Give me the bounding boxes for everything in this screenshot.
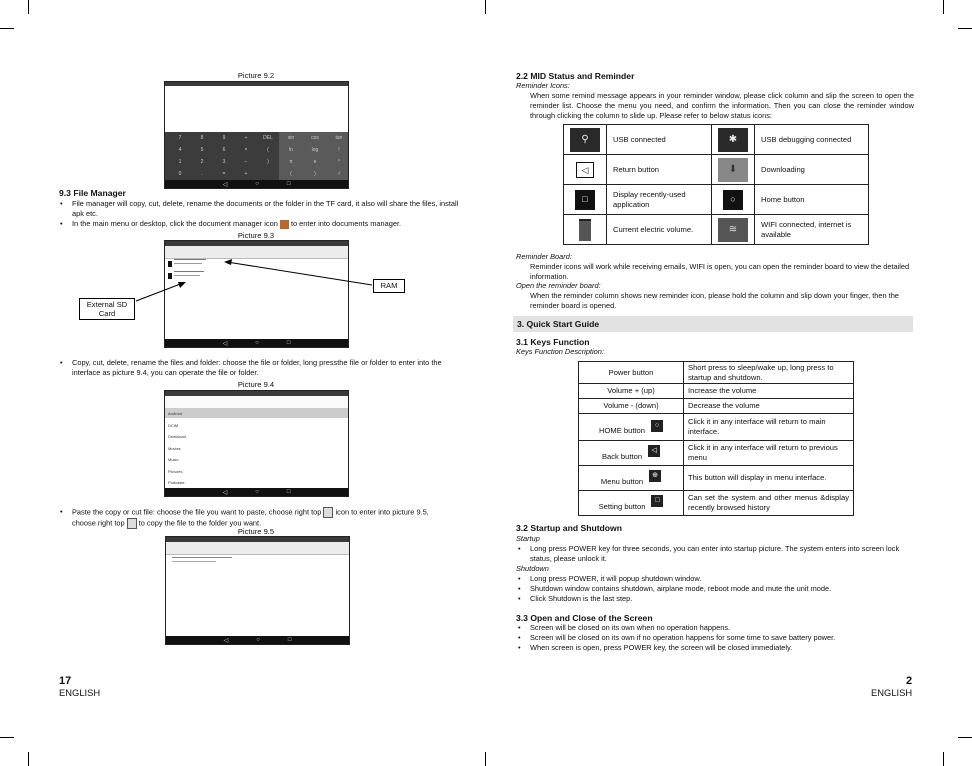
list-item[interactable] [172,557,232,558]
file-operations-screenshot [164,390,349,497]
table-row [579,362,854,384]
status-icons-table [563,124,869,245]
status-icon-cell [564,185,607,215]
home-icon[interactable]: ○ [256,637,260,643]
table-row [564,155,869,185]
back-icon[interactable]: ◁ [222,489,228,496]
table-row [579,414,854,441]
bullet-text: • Screen will be closed on its own when no operation happens. [530,623,914,633]
bullet-text-part: to copy the file to the folder you want. [138,518,262,528]
calc-key[interactable]: ) [267,159,269,165]
calc-key[interactable]: 3 [222,159,226,165]
calc-key[interactable]: − [244,159,248,165]
key-name-cell [579,441,684,466]
menu-icon: ⊕ [649,470,661,482]
key-name-cell [579,466,684,491]
nav-bar [166,636,349,644]
table-row [564,215,869,245]
status-icon-cell [712,185,755,215]
bullet-text: • Screen will be closed on its own if no operation happens for some time to save battery power. [530,633,914,643]
reminder-paragraph: When some remind message appears in your reminder window, please click column and slip the screen to open the reminder list. Choose the menu you need, and confirm the information. Then you can close the reminder window through clicking the column to slide up. Please refer to below status icons: [530,91,914,120]
ram-callout: RAM [373,279,405,293]
home-icon[interactable]: ○ [255,489,259,495]
calc-key[interactable]: 9 [222,135,226,141]
external-sd-callout: External SD Card [79,298,135,320]
bullet-text: • Click Shutdown is the last step. [530,594,914,604]
section-3-3-title: 3.3 Open and Close of the Screen [516,613,653,623]
status-desc: Display recently-used application [607,185,712,215]
back-icon[interactable]: ◁ [223,637,229,644]
left-page-number: 17 [59,675,72,687]
table-row [579,441,854,466]
calc-key[interactable]: 4 [178,147,182,153]
recent-apps-icon: □ [575,190,595,210]
bullet-text: • Long press POWER, it will popup shutdown window. [530,574,914,584]
paste-screenshot [165,536,350,645]
recent-apps-icon[interactable]: □ [286,489,291,495]
recent-apps-icon[interactable]: □ [286,340,291,346]
keys-desc-label: Keys Function Description: [516,347,604,356]
calc-key[interactable]: log [303,144,327,156]
battery-icon [579,219,591,241]
paste-icon [323,507,333,518]
bullet-text: • Copy, cut, delete, rename the files and folder: choose the file or folder, long pressthe file or folder to enter into the interface as picture 9.4, you can operate the file or folder. [72,358,466,378]
bullet-text-part: Paste the copy or cut file: choose the file you want to paste, choose right top [72,507,322,517]
left-page-language: ENGLISH [59,687,101,698]
bullet-text-part: icon to enter into picture 9.5, [335,507,429,517]
back-icon: ◁ [648,445,660,457]
reminder-board-label: Reminder Board: [516,252,572,261]
calc-key[interactable]: 2 [200,159,204,165]
folder-item[interactable]: Movies [168,445,181,451]
key-desc: Decrease the volume [684,399,854,414]
status-icon-cell [564,125,607,155]
calc-key[interactable]: ln [279,144,303,156]
calc-key[interactable]: + [244,171,248,177]
status-desc: Home button [755,185,869,215]
key-desc: Increase the volume [684,384,854,399]
bullet-text-part: In the main menu or desktop, click the document manager icon [72,219,278,228]
key-name-cell [579,491,684,516]
calc-key[interactable]: ) [303,168,327,180]
picture-9-3-caption: Picture 9.3 [237,231,275,240]
section-3-1-title: 3.1 Keys Function [516,337,590,347]
folder-item[interactable]: Download [168,434,186,439]
back-icon: ◁ [576,162,594,178]
key-desc: Can set the system and other menus &display recently browsed history [684,491,854,516]
status-icon-cell [564,155,607,185]
section-3-2-title: 3.2 Startup and Shutdown [516,523,622,533]
picture-9-5-caption: Picture 9.5 [237,527,275,536]
folder-item[interactable]: Android [168,411,182,416]
calc-key[interactable]: ! [327,144,349,156]
wifi-icon: ≋ [718,218,748,242]
open-board-label: Open the reminder board: [516,281,601,290]
key-desc: Click it in any interface will return to main interface. [684,414,854,441]
nav-bar [165,488,348,496]
bullet-text-part: to enter into documents manager. [290,219,402,228]
keys-table [578,361,854,516]
calc-key[interactable]: e [303,156,327,168]
key-name: Power button [579,362,684,384]
key-desc: Short press to sleep/wake up, long press to startup and shutdown. [684,362,854,384]
reminder-icons-label: Reminder Icons: [516,81,570,90]
startup-label: Startup [516,534,540,543]
folder-item[interactable]: DCIM [168,422,179,428]
table-row [579,491,854,516]
table-row [579,399,854,414]
calc-key[interactable]: cos [303,132,327,144]
folder-item[interactable]: Pictures [168,468,183,474]
status-icon-cell [712,215,755,245]
home-icon[interactable]: ○ [255,181,259,187]
calc-key[interactable]: 8 [200,135,204,141]
status-desc: Downloading [755,155,869,185]
shutdown-label: Shutdown [516,564,549,573]
table-row [564,185,869,215]
calc-key[interactable]: × [244,147,248,153]
calc-key[interactable]: 6 [222,147,226,153]
calc-key[interactable]: ( [267,147,269,153]
calc-key[interactable]: π [279,156,303,168]
calc-key[interactable]: 7 [178,135,182,141]
status-desc: USB connected [607,125,712,155]
bullet-text: • File manager will copy, cut, delete, rename the documents or the folder in the TF card, it also will share the files, install apk etc. [72,199,466,219]
reminder-board-text: Reminder icons will work while receiving emails, WIFI is open, you can open the reminder board to view the detailed information. [530,262,910,281]
calc-key[interactable]: tan [327,132,349,144]
folder-item[interactable]: Music [168,457,179,462]
calc-key[interactable]: DEL [263,135,273,141]
calc-key[interactable]: 5 [200,147,204,153]
section-3-title: 3. Quick Start Guide [517,319,600,329]
ram-arrow [227,262,372,285]
calc-key[interactable]: ÷ [244,135,248,141]
right-page-language: ENGLISH [871,687,913,698]
right-page-number: 2 [906,675,913,687]
calc-key[interactable]: = [222,171,226,177]
calc-key[interactable]: sin [279,132,303,144]
key-name: HOME button [598,426,645,435]
key-name: Setting button [598,502,646,511]
key-name-cell [579,414,684,441]
calc-key[interactable]: 0 [178,171,182,177]
home-icon[interactable]: ○ [255,340,259,346]
status-desc: USB debugging connected [755,125,869,155]
status-desc: Return button [607,155,712,185]
section-3-banner [513,316,913,332]
status-icon-cell [712,125,755,155]
table-row [564,125,869,155]
status-icon-cell [564,215,607,245]
calc-key[interactable]: ( [279,168,303,180]
key-desc: Click it in any interface will return to previous menu [684,441,854,466]
status-icon-cell [712,155,755,185]
calc-key[interactable]: √ [327,168,349,180]
back-icon[interactable]: ◁ [222,181,228,188]
app-toolbar [166,542,349,555]
calc-key[interactable]: . [201,171,203,177]
picture-9-2-caption: Picture 9.2 [237,71,275,80]
recent-apps-icon[interactable]: □ [286,181,291,187]
calc-key[interactable]: 1 [178,159,182,165]
bullet-text [72,507,472,529]
calc-key[interactable]: ^ [327,156,349,168]
bullet-text: • Long press POWER key for three seconds, you can enter into startup picture. The system enters into screen lock status, please unlock it. [530,544,914,564]
bullet-text-part: choose right top [72,518,125,528]
usb-icon: ⚲ [570,128,600,152]
key-name: Volume + (up) [579,384,684,399]
section-9-3-title: 9.3 File Manager [59,188,126,198]
sd-arrow [136,283,183,301]
sd-arrowhead [178,282,186,288]
picture-9-4-caption: Picture 9.4 [237,380,275,389]
section-2-2-title: 2.2 MID Status and Reminder [516,71,635,81]
recent-apps-icon: □ [651,495,663,507]
key-name: Back button [601,452,643,461]
table-row [579,466,854,491]
home-icon: ○ [651,420,663,432]
bullet-text: • Shutdown window contains shutdown, airplane mode, reboot mode and mute the unit mode. [530,584,914,594]
status-desc: WIFI connected, internet is available [755,215,869,245]
list-item[interactable] [172,561,216,562]
table-row [579,384,854,399]
folder-item[interactable]: Podcasts [168,480,185,485]
home-icon: ○ [723,190,743,210]
copy-icon [127,518,137,529]
status-desc: Current electric volume. [607,215,712,245]
usb-debug-icon: ✱ [718,128,748,152]
back-icon[interactable]: ◁ [222,340,228,347]
recent-apps-icon[interactable]: □ [287,637,292,643]
ram-arrowhead [224,259,232,265]
folder-list [168,408,338,489]
key-name: Menu button [600,477,644,486]
open-board-text: When the reminder column shows new reminder icon, please hold the column and slip down your finger, then the reminder board is opened. [530,291,899,310]
key-name: Volume - (down) [579,399,684,414]
download-icon: ⬇ [718,158,748,182]
key-desc: This button will display in menu interface. [684,466,854,491]
bullet-text: • When screen is open, press POWER key, the screen will be closed immediately. [530,643,914,653]
